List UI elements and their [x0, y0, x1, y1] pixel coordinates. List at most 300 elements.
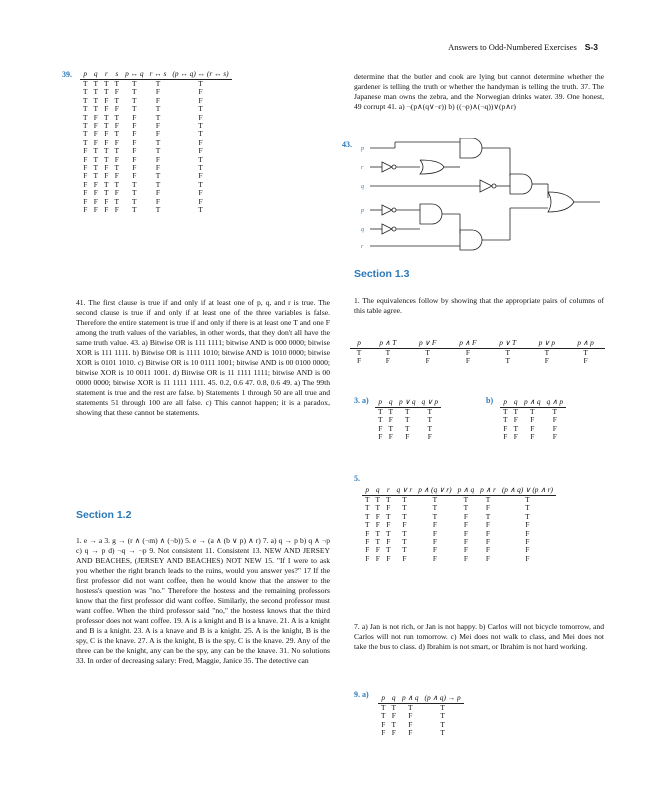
- table-5: [362, 484, 556, 563]
- table-cell: F: [198, 95, 203, 105]
- column-header: p: [362, 484, 373, 496]
- table-cell: F: [525, 528, 530, 538]
- table-cell: T: [402, 528, 407, 538]
- table-cell: T: [155, 205, 161, 215]
- table-cell: T: [432, 495, 438, 504]
- table-cell: F: [552, 415, 557, 425]
- table-cell: F: [402, 520, 407, 530]
- table-cell: F: [93, 179, 98, 189]
- table-cell: T: [381, 703, 386, 712]
- input-label-q1: q: [361, 184, 364, 190]
- table-cell: F: [525, 537, 530, 547]
- table-cell: F: [408, 711, 413, 721]
- table-cell: T: [405, 407, 410, 416]
- table-cell: F: [155, 154, 161, 164]
- table-cell: F: [114, 121, 119, 131]
- paragraph-7: 7. a) Jan is not rich, or Jan is not happy. b) Carlos will not bicycle tomorrow, and Carlos will not run tomorrow. c) Mei does not walk to class, and Mei does not take the bus to class. d) Ibrahim is not smart, or Ibrahim is not hard working.: [354, 622, 604, 651]
- exercise-3a-number: 3. a): [354, 396, 369, 405]
- table-cell: F: [104, 196, 109, 206]
- table-cell: T: [427, 415, 433, 425]
- table-cell: T: [485, 495, 491, 504]
- paragraph-41-49: 41. The first clause is true if and only if at least one of p, q, and r is true. The second clause is true if and only if at least one of the three variables is false. Therefore the entire statement is true if and only if there is at least one T and one F among the truth values of the variables, in other words, that they don't all have the same truth value. 43. a) Bitwise OR is 111 1111; bitwise AND is 000 0000; bitwise XOR is 111 1111. b) Bitwise OR is 1111 1010; bitwise AND is 1010 0000; bitwise XOR is 0101 1010. c) Bitwise OR is 10 0111 1001; bitwise AND is 00 0100 0000; bitwise XOR is 10 0011 1001. d) Bitwise OR is 11 1111 1111; bitwise AND is 00 0000 0000; bitwise XOR is 11 1111 1111. 45. 0.2, 0.6 47. 0.8, 0.6 49. a) The 99th statement is true and the rest are false. b) Statements 1 through 50 are all true and statements 51 through 100 are all false. c) This cannot happen; it is a paradox, showing that these cannot be statements.: [76, 298, 330, 417]
- exercise-5-number: 5.: [354, 474, 360, 483]
- table-row: [362, 555, 556, 563]
- table-row: [500, 433, 566, 441]
- table-cell: T: [114, 146, 120, 156]
- table-cell: F: [530, 432, 535, 442]
- table-cell: F: [198, 146, 203, 156]
- table-cell: T: [155, 79, 161, 88]
- table-cell: F: [388, 432, 393, 442]
- table-cell: T: [93, 95, 99, 105]
- table-cell: T: [83, 79, 88, 88]
- table-cell: F: [132, 137, 137, 147]
- table-cell: T: [198, 179, 203, 189]
- table-cell: F: [83, 196, 88, 206]
- column-header: p: [378, 692, 389, 704]
- table-cell: F: [198, 196, 203, 206]
- table-cell: T: [198, 205, 203, 215]
- input-label-p2: p: [361, 208, 364, 214]
- table-row: [378, 729, 464, 737]
- table-cell: T: [132, 205, 137, 215]
- table-cell: T: [485, 511, 491, 521]
- table-cell: F: [104, 129, 109, 139]
- table-cell: T: [440, 719, 445, 729]
- table-cell: F: [405, 432, 410, 442]
- table-cell: F: [463, 528, 468, 538]
- table-cell: T: [132, 104, 137, 114]
- table-cell: F: [386, 553, 391, 563]
- table-cell: F: [198, 171, 203, 181]
- table-cell: F: [381, 719, 386, 729]
- column-header: q ∨ r: [394, 484, 416, 496]
- table-cell: F: [93, 137, 98, 147]
- table-cell: T: [552, 407, 558, 416]
- table-cell: F: [386, 537, 391, 547]
- logic-circuit-43: [360, 138, 610, 258]
- table-cell: T: [114, 79, 120, 88]
- table-cell: T: [402, 537, 407, 547]
- column-header: p ↔ q: [122, 68, 146, 80]
- column-header: (p ∧ q) → p: [422, 692, 464, 704]
- column-header: q: [373, 484, 384, 496]
- table-cell: F: [503, 432, 508, 442]
- table-cell: T: [386, 495, 391, 504]
- table-cell: F: [513, 415, 518, 425]
- column-header: q ∧ p: [544, 396, 567, 408]
- table-cell: F: [463, 545, 468, 555]
- table-cell: T: [386, 545, 391, 555]
- table-cell: F: [391, 711, 396, 721]
- table-cell: F: [155, 121, 161, 131]
- column-header: q: [389, 692, 400, 704]
- table-cell: F: [463, 511, 468, 521]
- table-cell: T: [155, 179, 161, 189]
- table-cell: T: [375, 503, 381, 513]
- column-header: p ∧ r: [477, 484, 499, 496]
- table-cell: T: [155, 104, 161, 114]
- table-cell: F: [386, 503, 391, 513]
- table-cell: F: [83, 188, 88, 198]
- table-cell: F: [381, 728, 386, 738]
- table-cell: T: [93, 79, 99, 88]
- column-header: p: [500, 396, 511, 408]
- table-cell: T: [440, 728, 445, 738]
- column-header: p: [375, 396, 386, 408]
- table-cell: T: [365, 520, 370, 530]
- table-row: [350, 357, 605, 365]
- table-cell: T: [402, 495, 407, 504]
- table-cell: F: [463, 520, 468, 530]
- table-cell: F: [198, 188, 203, 198]
- column-header: (p ∧ q) ∨ (p ∧ r): [499, 484, 556, 496]
- table-cell: T: [132, 87, 137, 97]
- table-cell: F: [104, 137, 109, 147]
- table-cell: F: [432, 545, 437, 555]
- exercise-9a-number: 9. a): [354, 690, 369, 699]
- section-1-3-heading: Section 1.3: [354, 268, 410, 280]
- table-cell: F: [503, 423, 508, 433]
- column-header: p ∧ (q ∨ r): [415, 484, 454, 496]
- column-header: p ∧ T: [368, 337, 407, 349]
- table-cell: T: [391, 719, 397, 729]
- table-cell: T: [104, 112, 109, 122]
- table-cell: F: [83, 146, 88, 156]
- exercise-3b-number: b): [486, 396, 494, 405]
- table-cell: T: [114, 179, 120, 189]
- truth-table-9a: [378, 692, 464, 738]
- table-row: [378, 704, 464, 713]
- table-cell: T: [93, 87, 99, 97]
- table-cell: F: [114, 87, 119, 97]
- table-cell: T: [83, 95, 88, 105]
- table-cell: T: [386, 528, 391, 538]
- truth-table-39: [80, 68, 232, 215]
- table-cell: T: [525, 495, 530, 504]
- table-cell: F: [465, 356, 470, 366]
- column-header: p ∧ q: [455, 484, 478, 496]
- table-cell: T: [198, 121, 203, 131]
- table-cell: T: [93, 154, 99, 164]
- column-header: p ∨ T: [488, 337, 527, 349]
- table-cell: F: [155, 95, 161, 105]
- table-cell: F: [525, 553, 530, 563]
- table-cell: F: [104, 104, 109, 114]
- column-header: r: [383, 484, 394, 496]
- table-cell: T: [155, 112, 161, 122]
- table-cell: F: [155, 129, 161, 139]
- table-3a: [375, 396, 441, 442]
- input-label-p1: p: [361, 146, 364, 152]
- table-cell: F: [93, 112, 98, 122]
- table-cell: F: [155, 87, 161, 97]
- table-9a: [378, 692, 464, 738]
- table-cell: F: [93, 188, 98, 198]
- table-cell: T: [104, 188, 109, 198]
- truth-table-1: [350, 337, 605, 366]
- table-cell: T: [155, 171, 161, 181]
- table-row: [80, 206, 232, 214]
- table-row: [375, 433, 441, 441]
- table-cell: F: [432, 520, 437, 530]
- input-label-q2: q: [361, 227, 364, 233]
- table-cell: T: [155, 146, 161, 156]
- table-cell: T: [432, 511, 438, 521]
- table-cell: F: [365, 545, 370, 555]
- table-cell: T: [198, 129, 203, 139]
- table-cell: T: [365, 503, 370, 513]
- table-cell: F: [198, 112, 203, 122]
- table-cell: T: [583, 348, 588, 357]
- table-cell: T: [83, 87, 88, 97]
- table-row: [378, 712, 464, 720]
- table-cell: F: [432, 537, 437, 547]
- table-cell: F: [378, 423, 383, 433]
- input-label-r1: r: [361, 165, 364, 171]
- table-cell: F: [463, 553, 468, 563]
- table-cell: T: [114, 95, 120, 105]
- table-cell: T: [425, 348, 430, 357]
- table-cell: T: [385, 348, 391, 357]
- table-cell: F: [104, 205, 109, 215]
- exercise-39-number: 39.: [62, 70, 72, 79]
- table-cell: F: [83, 171, 88, 181]
- table-cell: F: [525, 545, 530, 555]
- table-cell: T: [408, 703, 413, 712]
- table-cell: F: [155, 196, 161, 206]
- table-cell: T: [503, 415, 508, 425]
- table-cell: F: [375, 520, 380, 530]
- table-3b: [500, 396, 566, 442]
- input-label-r2: r: [361, 244, 364, 250]
- table-cell: F: [114, 171, 119, 181]
- table-cell: T: [427, 407, 433, 416]
- table-cell: F: [375, 545, 380, 555]
- column-header: p ∨ p: [527, 337, 566, 349]
- table-cell: T: [155, 137, 161, 147]
- table-cell: T: [463, 495, 469, 504]
- table-cell: F: [402, 553, 407, 563]
- header-title: Answers to Odd-Numbered Exercises: [448, 42, 577, 52]
- table-cell: F: [155, 188, 161, 198]
- column-header: r ↔ s: [147, 68, 170, 80]
- table-cell: T: [544, 348, 550, 357]
- table-cell: F: [104, 171, 109, 181]
- table-cell: T: [114, 163, 120, 173]
- table-cell: F: [132, 146, 137, 156]
- table-cell: T: [83, 121, 88, 131]
- paragraph-section-1-2: 1. e → a 3. g → (r ∧ (¬m) ∧ (¬b)) 5. e → (a ∧ (b ∨ p) ∧ r) 7. a) q → p b) q ∧ ¬p c) q → p d) ¬q → ¬p 9. Not consistent 11. Consistent 13. NEW AND JERSEY AND BEACHES, (JERSEY AND BEACHES) NOT NEW 15. "If I were to ask you whether the right branch leads to the ruins, would you answer yes?" 17 If the first professor did not want coffee, then he would know that the answer to the hostess's question was "no." Therefore the hostess and the remaining professors know that the first professor did want coffee. Similarly, the second professor must want coffee. When the third professor said "no," the hostess knows that the third professor does not want coffee. 19. A is a knight and B is a knave. 21. A is a knight and B is a knight. 23. A is a knave and B is a knight. 25. A is the knight, B is the spy, C is the knave. 27. A is the knight, B is the spy, C is the knave. 29. Any of the three can be the knight, any can be the spy, any can be the knave. 31. No solutions 33. In order of decreasing salary: Fred, Maggie, Janice 35. The detective can: [76, 536, 330, 665]
- table-cell: F: [552, 423, 557, 433]
- table-cell: T: [132, 179, 137, 189]
- table-cell: F: [385, 356, 390, 366]
- column-header: q: [386, 396, 397, 408]
- table-cell: F: [132, 163, 137, 173]
- table-cell: T: [83, 129, 88, 139]
- table-cell: F: [114, 154, 119, 164]
- table-cell: F: [465, 348, 470, 357]
- table-cell: T: [132, 95, 137, 105]
- table-1: [350, 337, 605, 366]
- table-cell: F: [132, 154, 137, 164]
- table-cell: F: [525, 520, 530, 530]
- table-cell: F: [114, 205, 119, 215]
- table-cell: F: [485, 553, 491, 563]
- truth-table-3a: [375, 396, 441, 442]
- table-cell: F: [530, 423, 535, 433]
- table-cell: T: [405, 415, 410, 425]
- table-cell: T: [388, 423, 394, 433]
- table-cell: T: [375, 528, 381, 538]
- column-header: p ∧ q: [521, 396, 544, 408]
- table-cell: F: [408, 728, 413, 738]
- table-cell: T: [93, 171, 99, 181]
- table-cell: F: [93, 129, 98, 139]
- table-cell: F: [544, 356, 549, 366]
- table-cell: T: [114, 112, 120, 122]
- table-cell: F: [198, 137, 203, 147]
- column-header: p ∨ F: [408, 337, 448, 349]
- table-cell: T: [114, 196, 120, 206]
- table-cell: T: [83, 137, 88, 147]
- table-cell: F: [463, 537, 468, 547]
- table-cell: T: [440, 703, 445, 712]
- table-cell: F: [365, 537, 370, 547]
- paragraph-1-3-1: 1. The equivalences follow by showing that the appropriate pairs of columns of this table agree.: [354, 296, 604, 315]
- table-cell: F: [132, 129, 137, 139]
- column-header: s: [112, 68, 123, 80]
- table-cell: T: [93, 163, 99, 173]
- column-header: q ∨ p: [419, 396, 442, 408]
- table-cell: T: [432, 503, 438, 513]
- table-cell: T: [83, 112, 88, 122]
- table-cell: F: [356, 356, 362, 366]
- table-cell: F: [132, 112, 137, 122]
- table-cell: T: [375, 495, 381, 504]
- column-header: (p ↔ q) ↔ (r ↔ s): [169, 68, 231, 80]
- table-cell: T: [378, 407, 383, 416]
- table-cell: F: [427, 432, 432, 442]
- paragraph-35-41: determine that the butler and cook are lying but cannot determine whether the gardener is telling the truth or whether the handyman is telling the truth. 37. The Japanese man owns the zebra, and the Norwegian drinks water. 39. One honest, 49 corrupt 41. a) ¬(p∧(q∨¬r)) b) ((¬p)∧(¬q))∨(p∧r): [354, 72, 604, 111]
- page-header: [448, 42, 598, 52]
- table-cell: T: [505, 348, 510, 357]
- table-cell: T: [513, 423, 519, 433]
- table-cell: F: [391, 728, 396, 738]
- table-cell: F: [408, 719, 413, 729]
- table-cell: T: [402, 545, 407, 555]
- table-cell: F: [132, 121, 137, 131]
- table-cell: T: [198, 104, 203, 114]
- table-cell: F: [375, 553, 380, 563]
- table-cell: F: [114, 188, 119, 198]
- table-cell: F: [485, 528, 491, 538]
- table-cell: T: [132, 196, 137, 206]
- table-cell: T: [503, 407, 508, 416]
- exercise-43-number: 43.: [342, 140, 352, 149]
- truth-table-5: [362, 484, 556, 563]
- table-cell: T: [104, 79, 109, 88]
- table-cell: T: [388, 407, 394, 416]
- table-cell: F: [552, 432, 557, 442]
- table-cell: T: [356, 348, 362, 357]
- table-cell: T: [132, 188, 137, 198]
- column-header: p ∧ q: [399, 692, 422, 704]
- table-cell: F: [104, 163, 109, 173]
- table-cell: F: [93, 196, 98, 206]
- table-cell: T: [104, 154, 109, 164]
- column-header: p: [350, 337, 368, 349]
- table-cell: T: [513, 407, 519, 416]
- table-cell: F: [425, 356, 430, 366]
- table-cell: F: [530, 415, 535, 425]
- table-cell: T: [378, 415, 383, 425]
- table-cell: T: [375, 537, 381, 547]
- column-header: p: [80, 68, 91, 80]
- table-cell: T: [505, 356, 510, 366]
- table-cell: F: [198, 87, 203, 97]
- table-cell: T: [198, 154, 203, 164]
- table-cell: T: [427, 423, 433, 433]
- table-cell: F: [583, 356, 588, 366]
- table-cell: F: [485, 503, 491, 513]
- table-cell: T: [104, 121, 109, 131]
- table-cell: F: [93, 121, 98, 131]
- table-row: [378, 721, 464, 729]
- table-cell: T: [525, 511, 530, 521]
- table-cell: T: [104, 146, 109, 156]
- table-cell: F: [104, 95, 109, 105]
- table-cell: T: [132, 79, 137, 88]
- table-cell: F: [485, 520, 491, 530]
- table-cell: F: [83, 205, 88, 215]
- table-cell: T: [104, 179, 109, 189]
- table-cell: T: [198, 163, 203, 173]
- section-1-2-heading: Section 1.2: [76, 509, 132, 521]
- table-cell: T: [365, 511, 370, 521]
- table-cell: F: [513, 432, 518, 442]
- table-cell: F: [155, 163, 161, 173]
- column-header: q: [91, 68, 102, 80]
- truth-table-3b: [500, 396, 566, 442]
- table-cell: F: [132, 171, 137, 181]
- table-cell: F: [83, 163, 88, 173]
- table-cell: F: [378, 432, 383, 442]
- column-header: p ∨ q: [396, 396, 419, 408]
- table-cell: T: [386, 511, 391, 521]
- table-cell: F: [114, 104, 119, 114]
- table-cell: T: [365, 495, 370, 504]
- table-cell: T: [405, 423, 410, 433]
- table-cell: T: [525, 503, 530, 513]
- table-cell: T: [93, 104, 99, 114]
- table-cell: T: [402, 503, 407, 513]
- column-header: q: [511, 396, 522, 408]
- column-header: p ∧ p: [566, 337, 605, 349]
- page-number: S-3: [584, 42, 598, 52]
- table-cell: F: [432, 553, 437, 563]
- table-cell: F: [365, 528, 370, 538]
- column-header: r: [101, 68, 112, 80]
- table-cell: F: [83, 154, 88, 164]
- table-cell: F: [432, 528, 437, 538]
- table-cell: T: [104, 87, 109, 97]
- table-cell: T: [381, 711, 386, 721]
- table-39: [80, 68, 232, 215]
- table-cell: F: [375, 511, 380, 521]
- table-cell: T: [463, 503, 469, 513]
- table-cell: F: [485, 537, 491, 547]
